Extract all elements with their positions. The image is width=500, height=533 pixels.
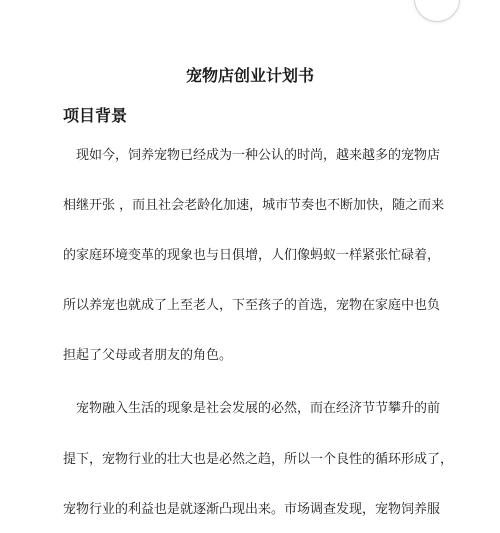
paragraph-line: 宠物融入生活的现象是社会发展的必然，而在经济节节攀升的前: [63, 401, 441, 416]
document-title: 宠物店创业计划书: [185, 66, 314, 85]
paragraph-line: 所以养宠也就成了上至老人，下至孩子的首选，宠物在家庭中也负: [63, 298, 441, 313]
paragraph-line: 的家庭环境变革的现象也与日俱增，人们像蚂蚁一样紧张忙碌着，: [63, 248, 441, 263]
menu-button[interactable]: [414, 0, 460, 22]
section-heading: 项目背景: [63, 106, 128, 125]
paragraph-line: 宠物行业的利益也是就逐渐凸现出来。市场调查发现，宠物饲养服: [63, 502, 441, 517]
paragraph-line: 提下，宠物行业的壮大也是必然之趋，所以一个良性的循环形成了，: [63, 452, 454, 467]
paragraph-line: 担起了父母或者朋友的角色。: [63, 348, 233, 363]
paragraph-line: 相继开张 ，而且社会老龄化加速，城市节奏也不断加快，随之而来: [63, 198, 445, 213]
paragraph-line: 现如今，饲养宠物已经成为一种公认的时尚，越来越多的宠物店: [63, 148, 441, 163]
